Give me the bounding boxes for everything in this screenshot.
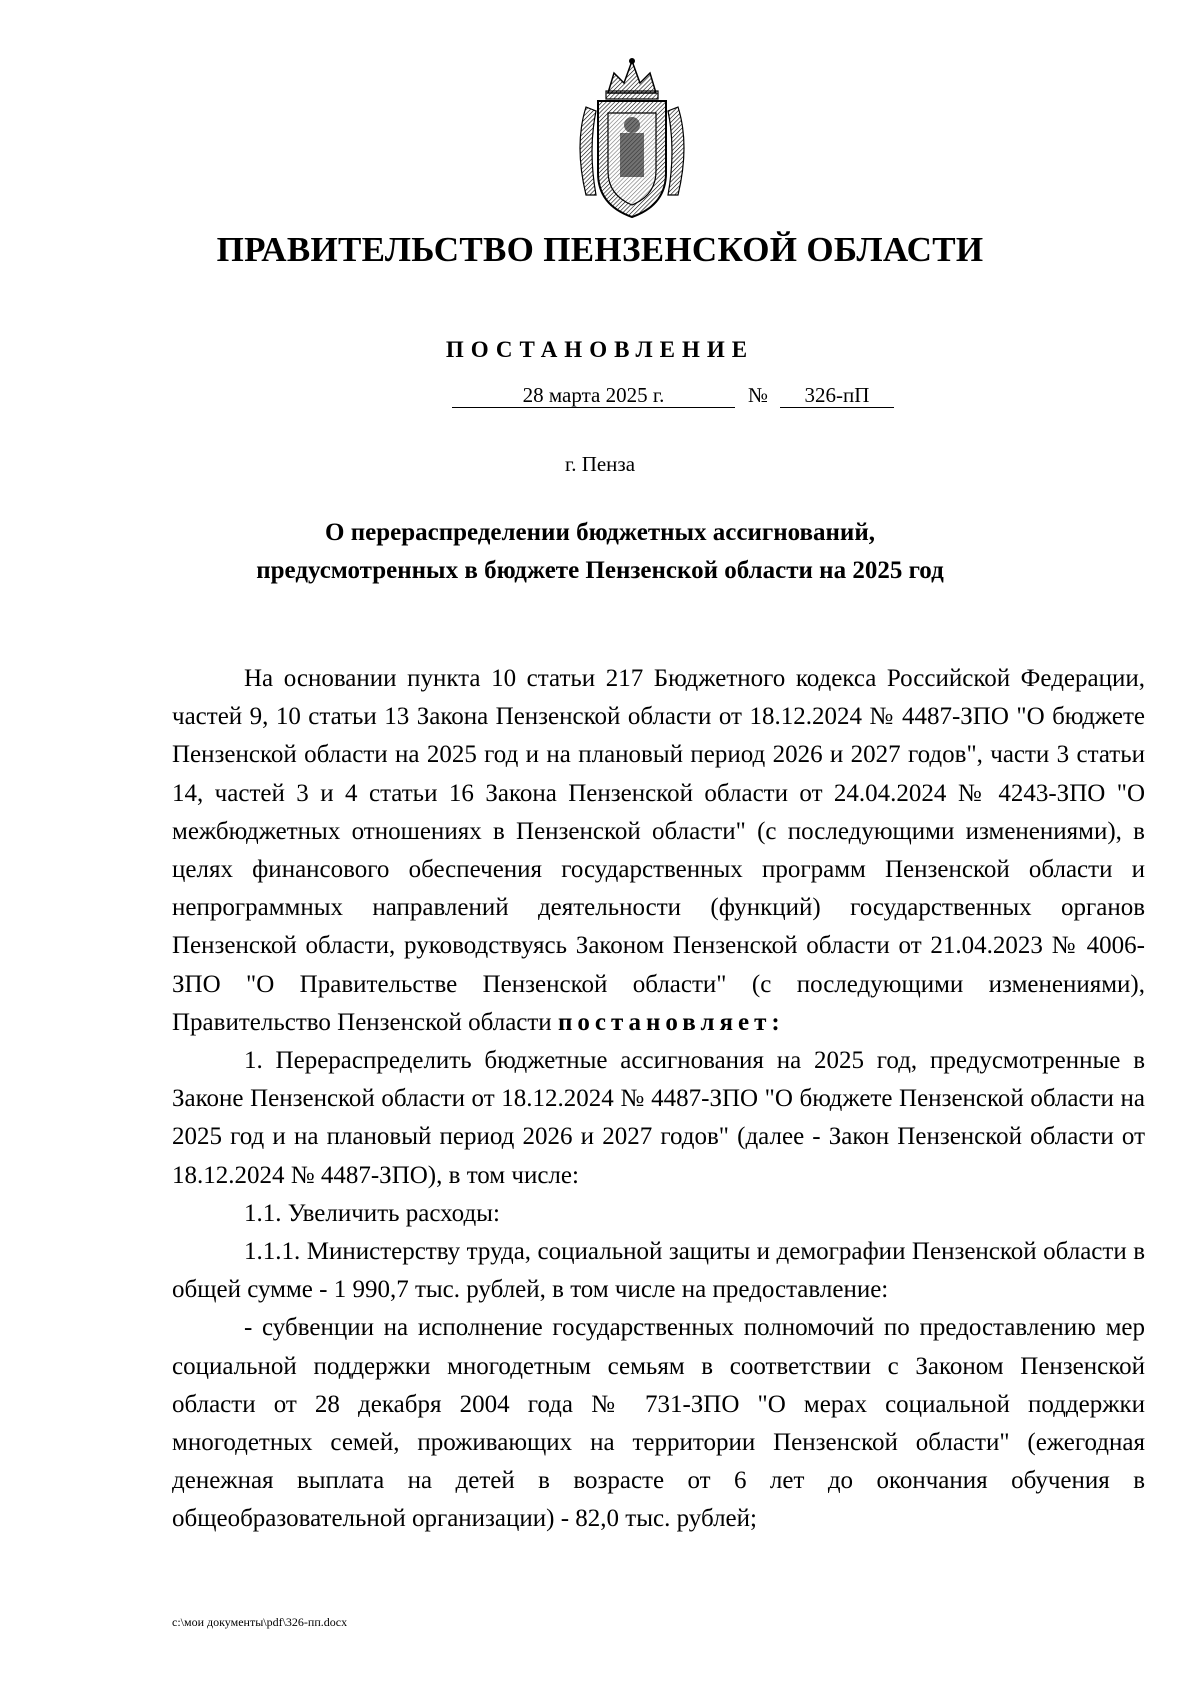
preamble-text: На основании пункта 10 статьи 217 Бюджетного кодекса Российской Федерации, частей 9, 10 статьи 13 Закона Пензенской области от 18.12.2024 № 4487-ЗПО "О бюджете Пензенской области на 2025 год и на плановый период 2026 и 2027 годов", части 3 статьи 14, частей 3 и 4 статьи 16 Закона Пензенской области от 24.04.2024 № 4243-ЗПО "О межбюджетных отношениях в Пензенской области" (с последующими изменениями), в целях финансового обеспечения государственных программ Пензенской области и непрограммных направлений деятельности (функций) государственных органов Пензенской области, руководствуясь Законом Пензенской области от 21.04.2023 № 4006-ЗПО "О Правительстве Пензенской области" (с последующими изменениями), Правительство Пензенской области	[172, 665, 1145, 1036]
preamble-paragraph	[172, 660, 1145, 1042]
footer-file-path: c:\мои документы\pdf\326-пп.docx	[172, 1615, 348, 1629]
number-sign: №	[747, 383, 769, 407]
document-number: 326-пП	[780, 383, 894, 408]
document-date: 28 марта 2025 г.	[452, 383, 735, 408]
decree-word: постановляет:	[557, 1008, 785, 1036]
document-body	[172, 660, 1145, 1539]
paragraph-1-1: 1.1. Увеличить расходы:	[244, 1199, 500, 1227]
government-title: ПРАВИТЕЛЬСТВО ПЕНЗЕНСКОЙ ОБЛАСТИ	[216, 230, 984, 269]
paragraph-1: 1. Перераспределить бюджетные ассигнования на 2025 год, предусмотренные в Законе Пензенской области от 18.12.2024 № 4487-ЗПО "О бюджете Пензенской области на 2025 год и на плановый период 2026 и 2027 годов" (далее - Закон Пензенской области от 18.12.2024 № 4487-ЗПО), в том числе:	[172, 1047, 1145, 1189]
subject-line-1: О перераспределении бюджетных ассигнований,	[325, 519, 875, 546]
coat-of-arms-emblem	[568, 55, 696, 223]
paragraph-bullet-1: - субвенции на исполнение государственных полномочий по предоставлению мер социальной поддержки многодетным семьям в соответствии с Законом Пензенской области от 28 декабря 2004 года № 731-ЗПО "О мерах социальной поддержки многодетных семей, проживающих на территории Пензенской области" (ежегодная денежная выплата на детей в возрасте от 6 лет до окончания обучения в общеобразовательной организации) - 82,0 тыс. рублей;	[172, 1314, 1145, 1533]
paragraph-1-1-1: 1.1.1. Министерству труда, социальной защиты и демографии Пензенской области в общей сумме - 1 990,7 тыс. рублей, в том числе на предоставление:	[172, 1238, 1145, 1304]
subject-line-2: предусмотренных в бюджете Пензенской области на 2025 год	[256, 557, 944, 584]
document-city: г. Пенза	[564, 452, 636, 476]
document-subject	[0, 514, 1200, 590]
document-type: ПОСТАНОВЛЕНИЕ	[445, 337, 755, 362]
